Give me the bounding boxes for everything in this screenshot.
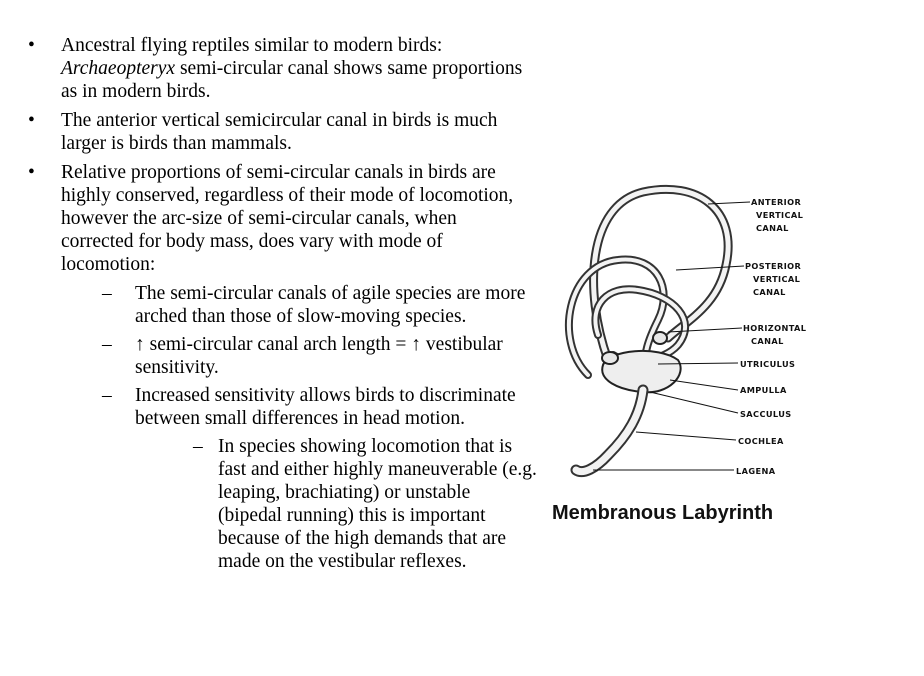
sub-bullet-mark: – xyxy=(102,334,112,355)
sub-bullet-text: ↑ semi-circular canal arch length = ↑ vestibular sensitivity. xyxy=(135,334,503,378)
sub-bullet-arch-length xyxy=(102,333,545,379)
label-horizontal-2: CANAL xyxy=(751,336,784,346)
sub-bullet-mark: – xyxy=(102,283,112,304)
figure-caption: Membranous Labyrinth xyxy=(552,502,774,524)
label-horizontal-1: HORIZONTAL xyxy=(743,323,807,333)
sub-bullet-agile-species xyxy=(102,282,545,328)
label-ampulla: AMPULLA xyxy=(740,385,787,395)
bullet-mark: • xyxy=(28,35,35,56)
bullet-mark: • xyxy=(28,162,35,183)
species-name: Archaeopteryx xyxy=(61,58,176,79)
bullet-relative-proportions xyxy=(28,161,528,276)
sub-bullet-mark: – xyxy=(102,385,112,406)
label-lagena: LAGENA xyxy=(736,466,776,476)
bullet-anterior-canal xyxy=(28,109,528,155)
sub-bullet-text: Increased sensitivity allows birds to discriminate between small differences in head motion. xyxy=(135,385,516,429)
sub-sub-bullet-locomotion xyxy=(193,435,538,573)
bullet-text-rest: semi-circular canal shows same proportions as in modern birds. xyxy=(61,58,523,102)
membranous-labyrinth-diagram xyxy=(548,170,848,500)
bullet-text: Relative proportions of semi-circular canals in birds are highly conserved, regardless of their mode of locomotion, however the arc-size of semi-circular canals, when corrected for body mass, does vary with mode of locomotion: xyxy=(61,162,514,275)
bullet-list xyxy=(28,34,537,573)
label-anterior-2: VERTICAL xyxy=(756,210,804,220)
bullet-archaeopteryx xyxy=(28,34,528,103)
label-sacculus: SACCULUS xyxy=(740,409,792,419)
sub-bullet-text: The semi-circular canals of agile species are more arched than those of slow-moving species. xyxy=(135,283,526,327)
label-utriculus: UTRICULUS xyxy=(740,359,796,369)
sub-bullet-sensitivity xyxy=(102,384,545,430)
label-anterior-1: ANTERIOR xyxy=(751,197,802,207)
sub-sub-bullet-mark: – xyxy=(193,436,203,457)
label-posterior-3: CANAL xyxy=(753,287,786,297)
label-posterior-1: POSTERIOR xyxy=(745,261,802,271)
label-cochlea: COCHLEA xyxy=(738,436,784,446)
bullet-text: Ancestral flying reptiles similar to modern birds: xyxy=(61,35,443,56)
label-posterior-2: VERTICAL xyxy=(753,274,801,284)
bullet-mark: • xyxy=(28,110,35,131)
label-anterior-3: CANAL xyxy=(756,223,789,233)
bullet-text: The anterior vertical semicircular canal in birds is much larger is birds than mammals. xyxy=(61,110,498,154)
sub-sub-bullet-text: In species showing locomotion that is fast and either highly maneuverable (e.g. leaping, brachiating) or unstable (bipedal running) this is important because of the high demands that are made on the vestibular reflexes. xyxy=(218,436,537,572)
